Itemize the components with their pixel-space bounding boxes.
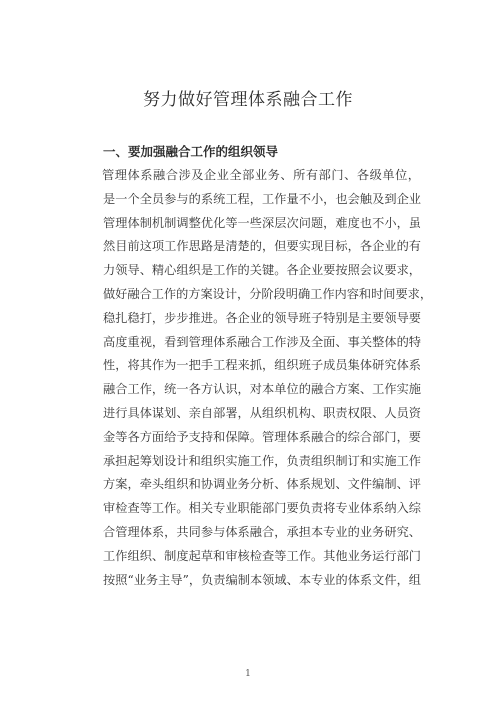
body-line: 力领导、精心组织是工作的关键。各企业要按照会议要求， [103, 263, 421, 278]
body-line: 是一个全员参与的系统工程，工作量不小，也会触及到企业 [103, 191, 421, 206]
document-title: 努力做好管理体系融合工作 [143, 90, 353, 110]
body-line: 按照“业务主导”，负责编制本领域、本专业的体系文件，组 [103, 572, 421, 587]
body-line: 承担起筹划设计和组织实施工作，负责组织制订和实施工作 [103, 453, 421, 468]
body-line: 管理体制机制调整优化等一些深层次问题，难度也不小，虽 [103, 215, 421, 230]
body-line: 进行具体谋划、亲自部署，从组织机构、职责权限、人员资 [103, 405, 421, 420]
body-line: 金等各方面给予支持和保障。管理体系融合的综合部门，要 [103, 429, 421, 444]
body-line: 方案，牵头组织和协调业务分析、体系规划、文件编制、评 [103, 477, 421, 492]
body-line: 然目前这项工作思路是清楚的，但要实现目标，各企业的有 [103, 239, 421, 254]
body-line: 高度重视，看到管理体系融合工作涉及全面、事关整体的特 [103, 334, 421, 349]
body-line: 稳扎稳打，步步推进。各企业的领导班子特别是主要领导要 [103, 310, 421, 325]
section-heading: 一、要加强融合工作的组织领导 [103, 144, 279, 159]
body-line: 做好融合工作的方案设计，分阶段明确工作内容和时间要求， [103, 286, 433, 301]
body-line: 合管理体系，共同参与体系融合，承担本专业的业务研究、 [103, 524, 421, 539]
body-text [102, 164, 433, 592]
body-line: 工作组织、制度起草和审核检查等工作。其他业务运行部门 [103, 548, 421, 563]
body-line: 融合工作，统一各方认识，对本单位的融合方案、工作实施 [103, 382, 421, 397]
body-line: 审检查等工作。相关专业职能部门要负责将专业体系纳入综 [103, 501, 421, 516]
body-line: 性，将其作为一把手工程来抓，组织班子成员集体研究体系 [103, 358, 421, 373]
body-line: 管理体系融合涉及企业全部业务、所有部门、各级单位， [102, 168, 420, 182]
page-number: 1 [245, 669, 251, 679]
